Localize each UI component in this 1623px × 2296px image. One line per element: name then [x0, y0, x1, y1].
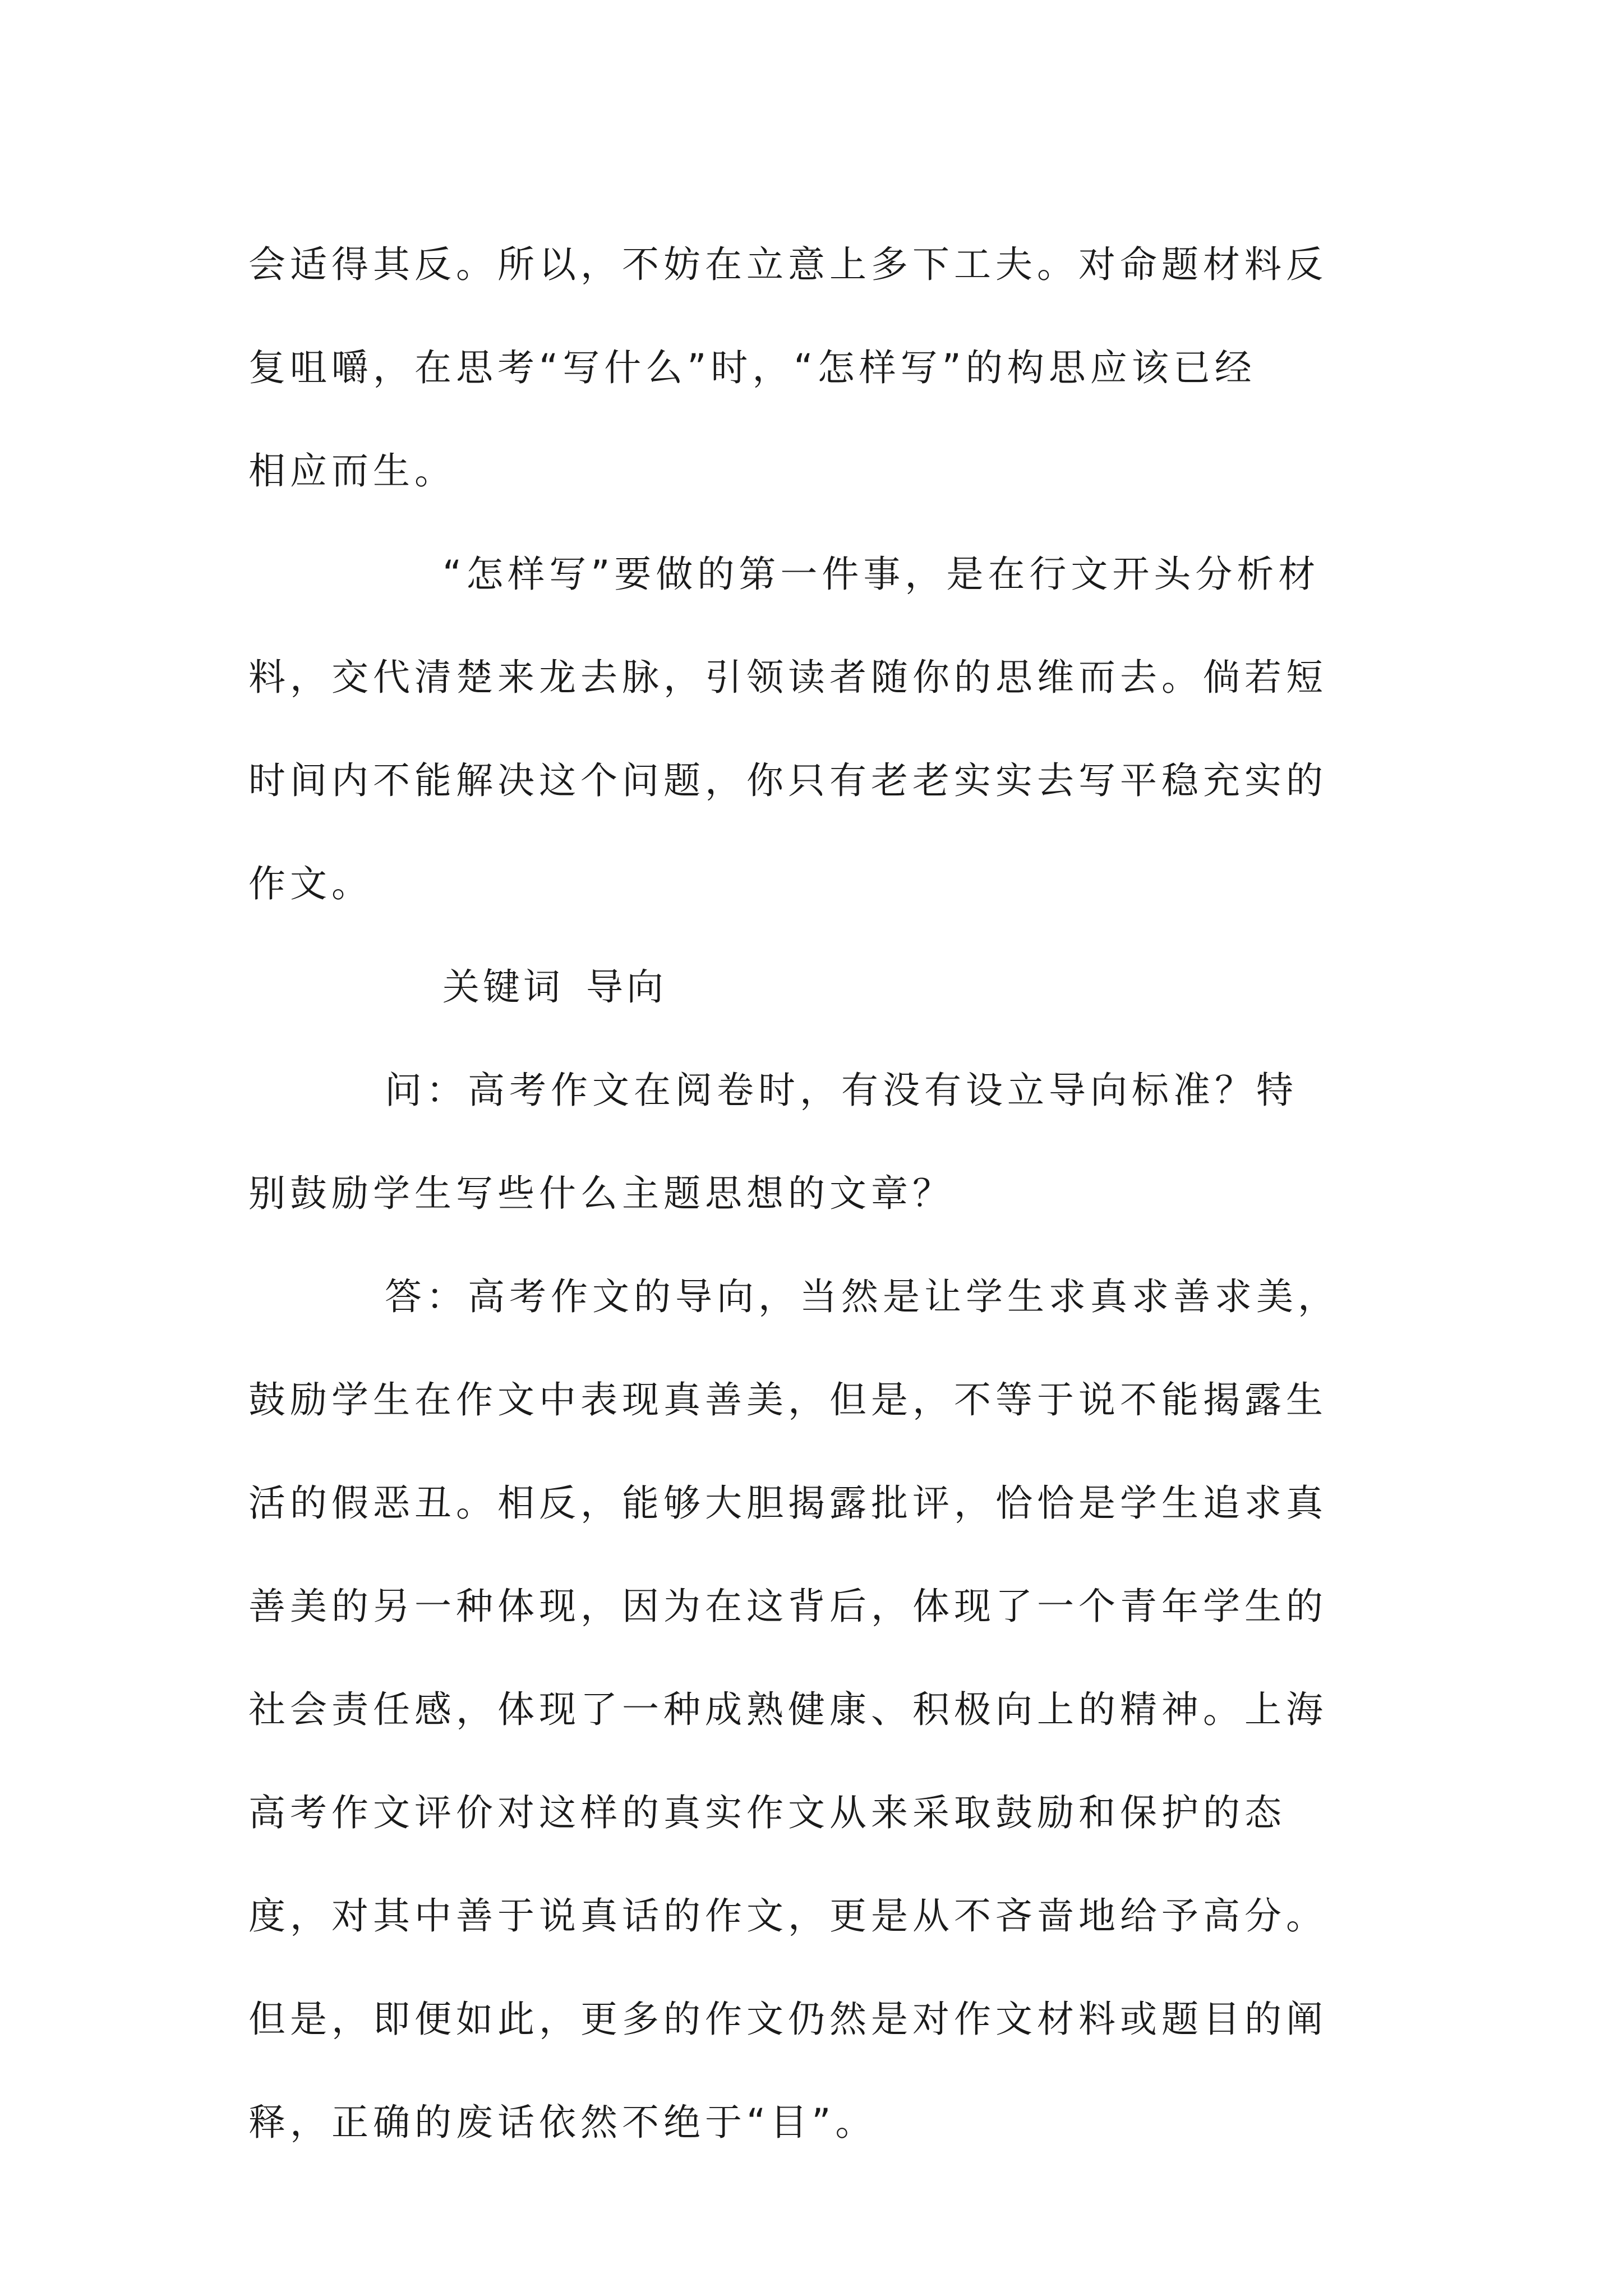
- answer-line: 释，正确的废话依然不绝于“目”。: [248, 2101, 877, 2144]
- answer-line: 活的假恶丑。相反，能够大胆揭露批评，恰恰是学生追求真: [248, 1481, 1327, 1525]
- answer-line: 善美的另一种体现，因为在这背后，体现了一个青年学生的: [248, 1585, 1327, 1628]
- answer-line: 鼓励学生在作文中表现真善美，但是，不等于说不能揭露生: [248, 1378, 1327, 1421]
- keyword-label: 关键词: [442, 965, 564, 1009]
- paragraph-line: 作文。: [248, 862, 373, 905]
- question-line: 问：高考作文在阅卷时，有没有设立导向标准？特: [385, 1069, 1298, 1112]
- paragraph-line: 复咀嚼，在思考“写什么”时，“怎样写”的构思应该已经: [248, 346, 1256, 389]
- answer-line: 高考作文评价对这样的真实作文从来采取鼓励和保护的态: [248, 1791, 1286, 1834]
- paragraph-line: 会适得其反。所以，不妨在立意上多下工夫。对命题材料反: [248, 243, 1327, 286]
- keyword-term: 导向: [586, 965, 667, 1009]
- answer-line: 但是，即便如此，更多的作文仍然是对作文材料或题目的阐: [248, 1998, 1327, 2041]
- paragraph-line: 料，交代清楚来龙去脉，引领读者随你的思维而去。倘若短: [248, 656, 1327, 699]
- answer-line: 答：高考作文的导向，当然是让学生求真求善求美，: [385, 1275, 1339, 1318]
- paragraph-line: 相应而生。: [248, 449, 456, 493]
- keyword-heading: [248, 936, 1387, 1039]
- document-body: [248, 213, 1387, 2174]
- answer-line: 度，对其中善于说真话的作文，更是从不吝啬地给予高分。: [248, 1894, 1327, 1938]
- answer-line: 社会责任感，体现了一种成熟健康、积极向上的精神。上海: [248, 1688, 1327, 1731]
- question-line: 别鼓励学生写些什么主题思想的文章？: [248, 1172, 954, 1215]
- paragraph-line: “怎样写”要做的第一件事，是在行文开头分析材: [442, 553, 1320, 596]
- paragraph-line: 时间内不能解决这个问题，你只有老老实实去写平稳充实的: [248, 759, 1327, 802]
